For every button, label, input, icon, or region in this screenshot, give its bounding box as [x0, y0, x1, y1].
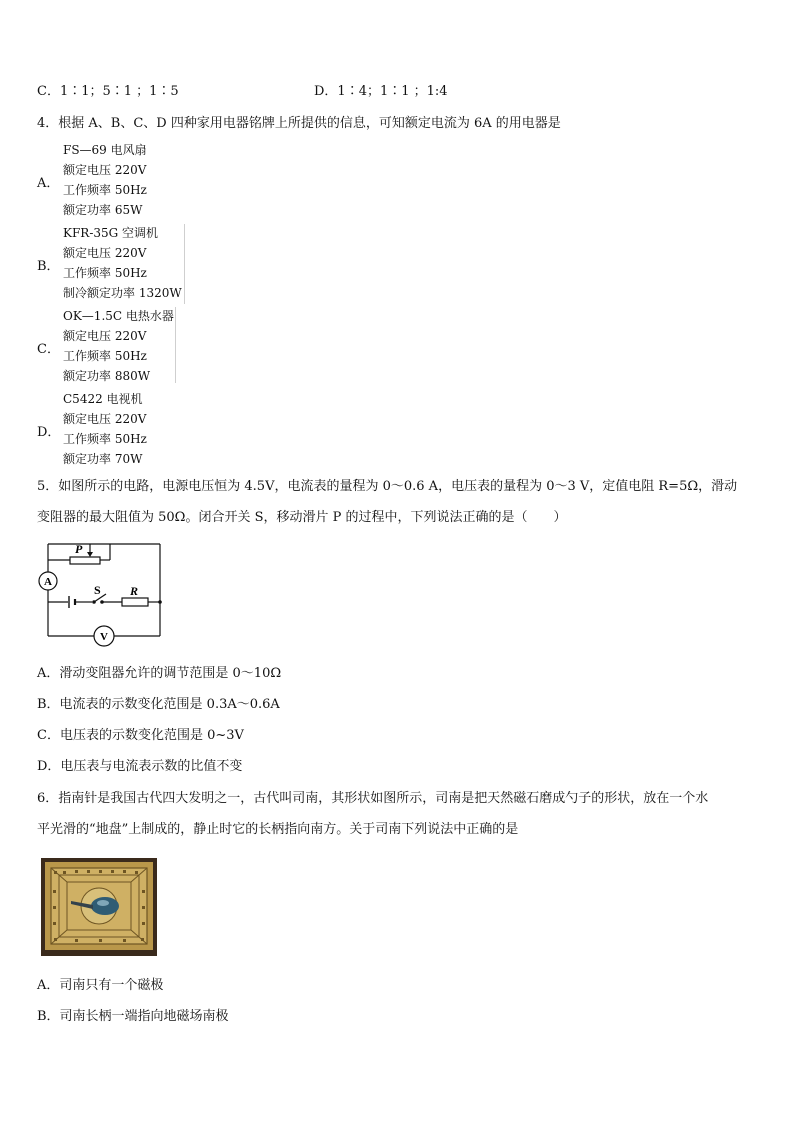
rheostat-symbol [70, 557, 100, 564]
q4-option-c-nameplate [63, 306, 174, 386]
label-s: S [94, 583, 101, 597]
q5-option-b: B．电流表的示数变化范围是 0.3A～0.6A [37, 697, 280, 712]
option-d-ratios: D．1∶4；1∶1 ；1:4 [314, 84, 448, 99]
question-4-stem: 4．根据 A、B、C、D 四种家用电器铭牌上所提供的信息，可知额定电流为 6A 的用电器是 [37, 116, 561, 131]
question-6-stem-line1: 6．指南针是我国古代四大发明之一，古代叫司南，其形状如图所示，司南是把天然磁石磨成勺子的形状，放在一个水 [37, 791, 709, 806]
q4-option-a-nameplate [63, 140, 147, 220]
nameplate-line: 工作频率 50Hz [63, 266, 147, 280]
label-p: P [75, 542, 83, 556]
sinan-compass-image [41, 858, 157, 956]
nameplate-line: 制冷额定功率 1320W [63, 286, 182, 300]
nameplate-border [184, 224, 185, 304]
question-6-stem-line2: 平光滑的“地盘”上制成的，静止时它的长柄指向南方。关于司南下列说法中正确的是 [37, 822, 519, 837]
nameplate-line: KFR-35G 空调机 [63, 226, 159, 240]
question-5-stem-line2: 变阻器的最大阻值为 50Ω。闭合开关 S，移动滑片 P 的过程中，下列说法正确的是（ ） [37, 510, 567, 525]
q4-option-c-letter: C． [37, 342, 60, 357]
label-a: A [44, 576, 52, 588]
resistor-symbol [122, 598, 148, 606]
nameplate-line: OK—1.5C 电热水器 [63, 309, 174, 323]
question-5-stem-line1: 5．如图所示的电路，电源电压恒为 4.5V，电流表的量程为 0～0.6 A，电压表的量程为 0～3 V，定值电阻 R=5Ω，滑动 [37, 479, 738, 494]
nameplate-line: 额定电压 220V [63, 329, 147, 343]
nameplate-line: 工作频率 50Hz [63, 432, 147, 446]
label-r: R [130, 584, 139, 598]
nameplate-line: 额定功率 65W [63, 203, 143, 217]
q6-option-a: A．司南只有一个磁极 [37, 978, 164, 993]
q4-option-b-letter: B． [37, 259, 60, 274]
nameplate-line: 额定功率 880W [63, 369, 151, 383]
q5-option-a: A．滑动变阻器允许的调节范围是 0～10Ω [37, 666, 282, 681]
nameplate-line: 额定功率 70W [63, 452, 143, 466]
q6-option-b: B．司南长柄一端指向地磁场南极 [37, 1009, 229, 1024]
nameplate-line: 工作频率 50Hz [63, 349, 147, 363]
nameplate-border [175, 307, 176, 383]
nameplate-line: 额定电压 220V [63, 412, 147, 426]
nameplate-line: C5422 电视机 [63, 392, 143, 406]
q4-option-b-nameplate [63, 223, 182, 303]
nameplate-line: 工作频率 50Hz [63, 183, 147, 197]
circuit-diagram [34, 538, 166, 654]
q4-option-d-letter: D． [37, 425, 61, 440]
label-v: V [100, 631, 108, 643]
option-c-ratios: C．1∶1；5∶1 ；1∶5 [37, 84, 179, 99]
q4-option-d-nameplate [63, 389, 147, 469]
q4-option-a-letter: A． [37, 176, 60, 191]
q5-option-c: C．电压表的示数变化范围是 0~3V [37, 728, 244, 743]
nameplate-line: 额定电压 220V [63, 246, 147, 260]
q5-option-d: D．电压表与电流表示数的比值不变 [37, 759, 243, 774]
nameplate-line: FS—69 电风扇 [63, 143, 147, 157]
nameplate-line: 额定电压 220V [63, 163, 147, 177]
slider-arrow [87, 552, 93, 557]
